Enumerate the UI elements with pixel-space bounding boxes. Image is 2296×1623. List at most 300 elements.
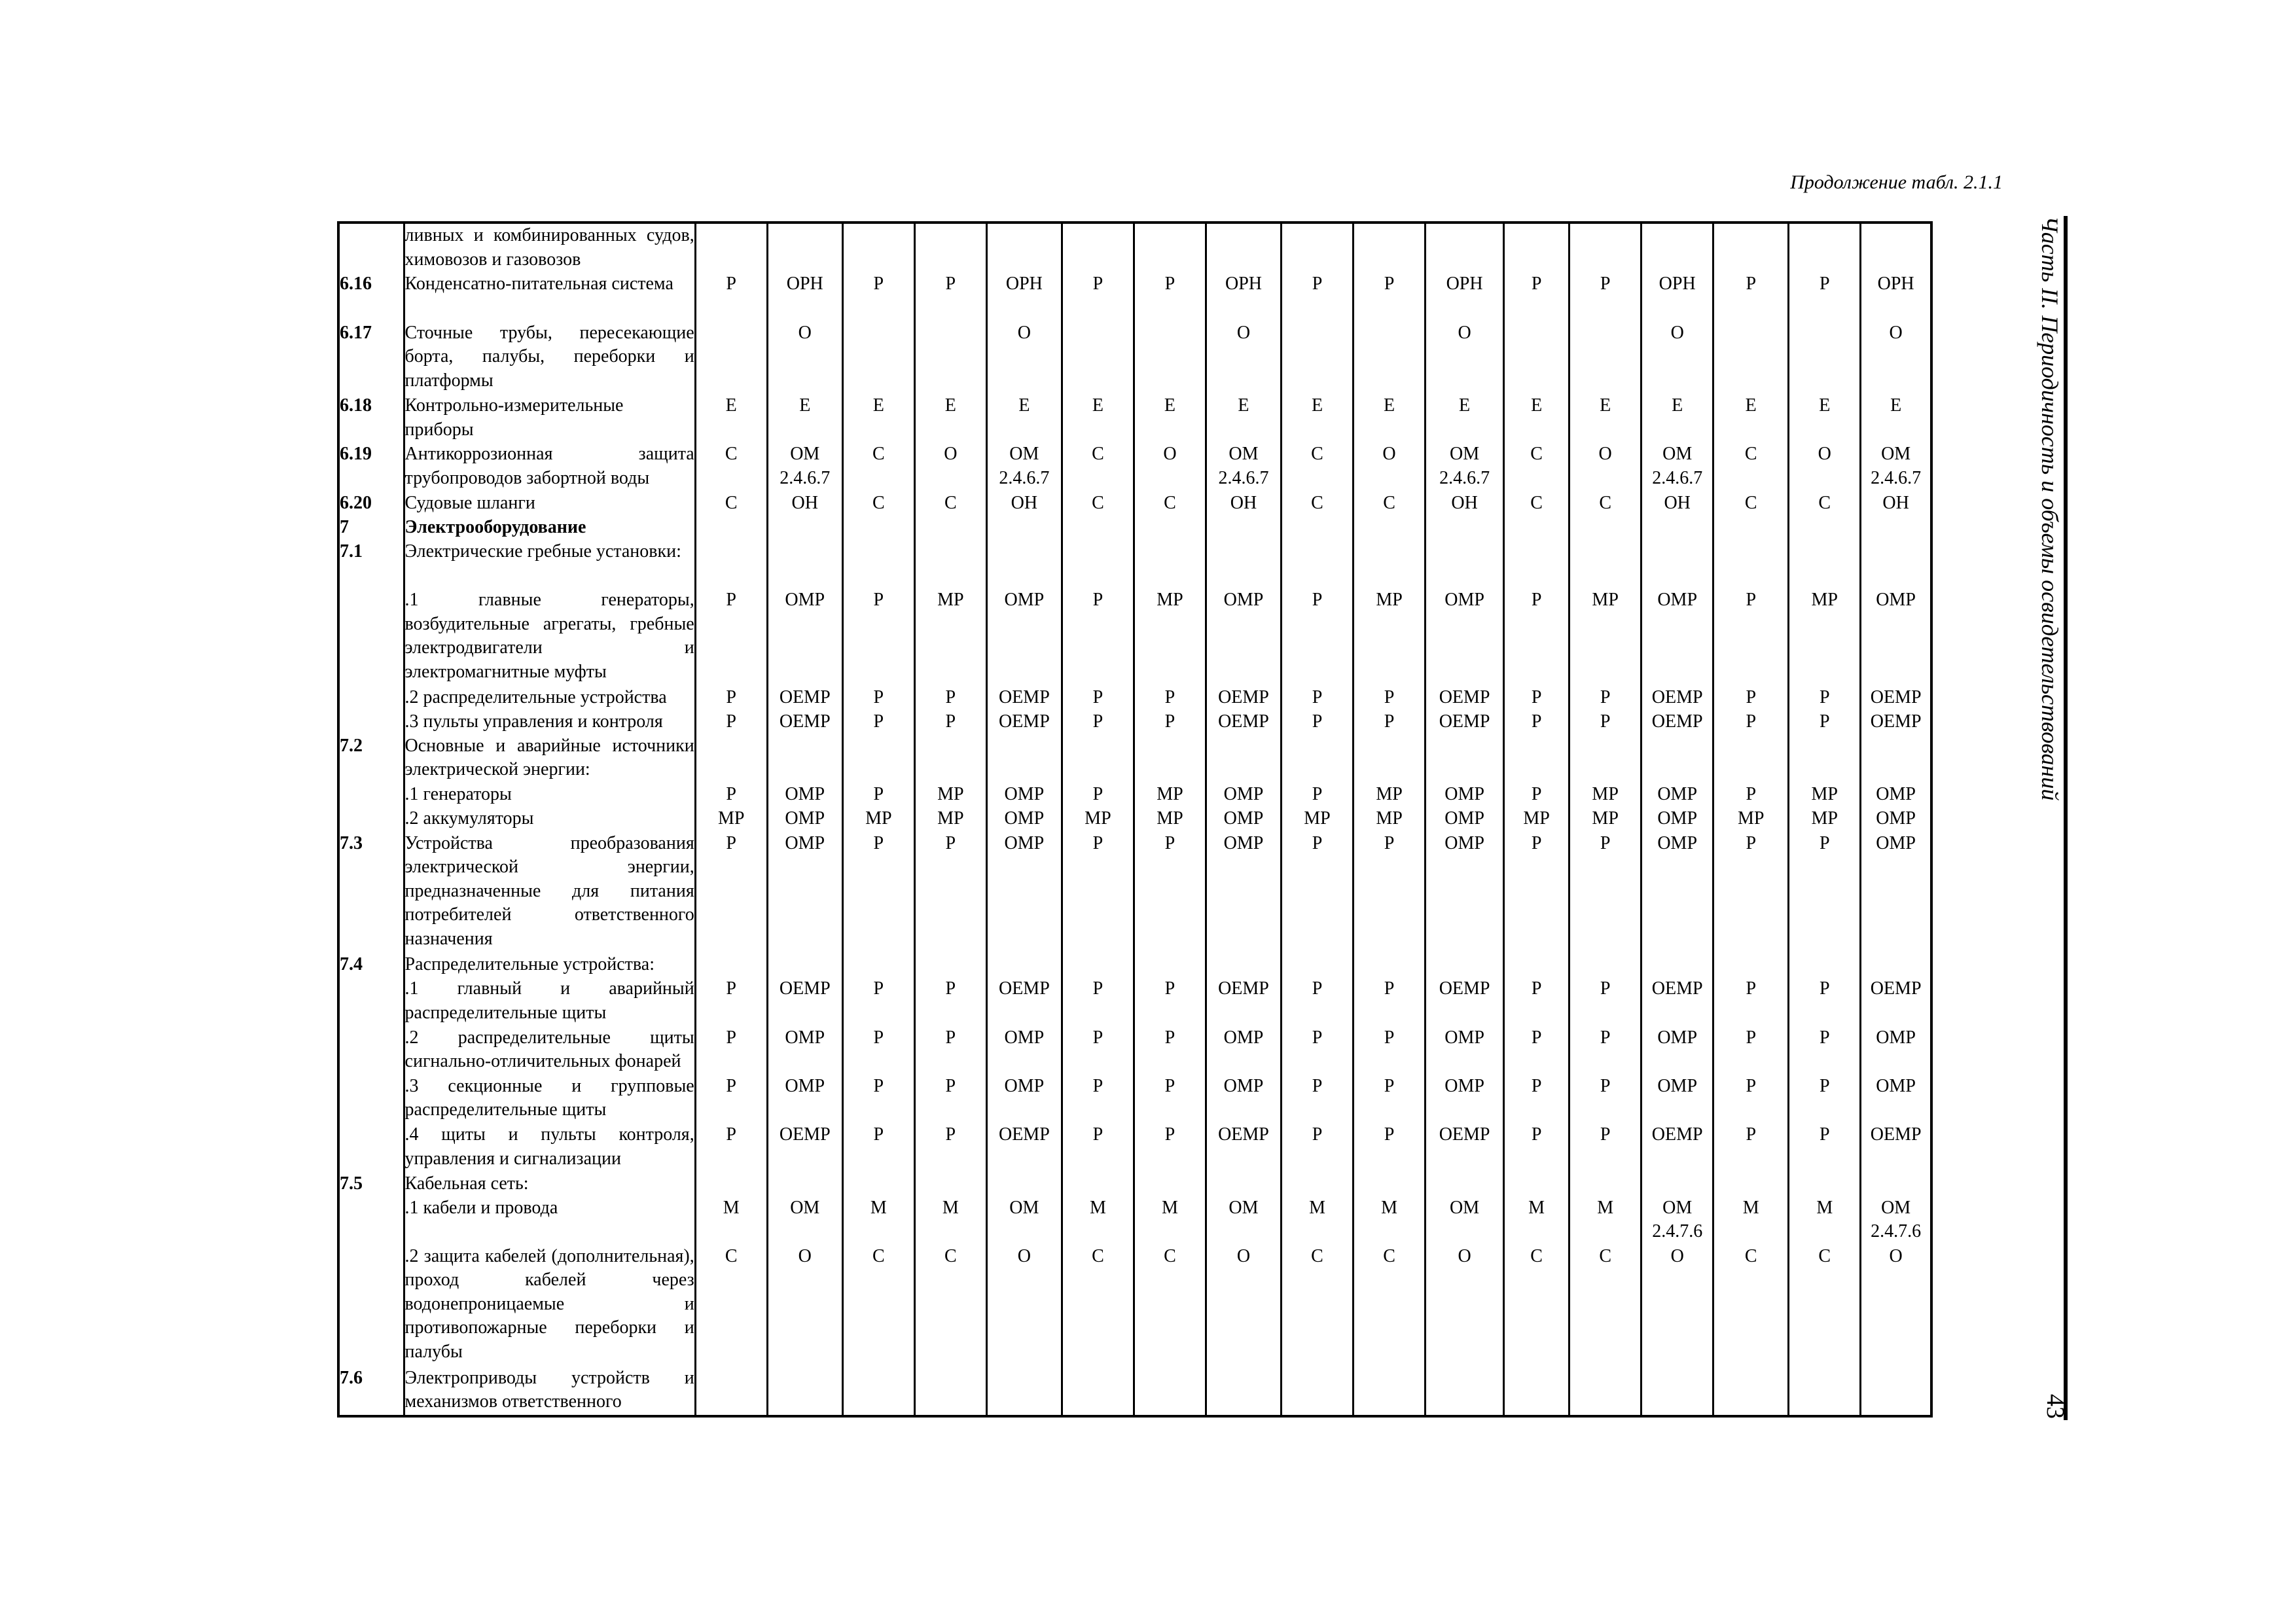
survey-code-cell [1861,953,1931,977]
survey-code-cell: Р [1504,1075,1570,1123]
survey-code-cell [1504,1366,1570,1416]
survey-code-cell: МР [1062,807,1134,831]
row-number [338,1075,404,1123]
survey-code-cell: ОРН [986,272,1062,321]
survey-code-cell [842,540,914,588]
survey-code-cell: Р [695,783,767,807]
survey-code-cell: Р [914,1123,986,1171]
survey-code-cell: ОМР [1641,807,1713,831]
survey-code-cell [1504,1172,1570,1196]
survey-code-cell: Р [842,686,914,710]
survey-code-cell [1713,540,1789,588]
survey-code-cell: ОМР [1641,783,1713,807]
row-description: .1 главный и аварийный распределительные щиты [404,977,695,1026]
survey-code-cell [1861,1366,1931,1416]
survey-code-cell: Е [1426,394,1504,442]
survey-code-cell: Р [914,977,986,1026]
survey-code-cell: Р [1570,272,1641,321]
survey-code-cell: ОМР [1206,807,1281,831]
survey-code-cell [1570,321,1641,394]
survey-code-cell: Р [1134,832,1206,954]
table-row [338,977,1931,1026]
survey-code-cell: ОМР [1426,1075,1504,1123]
survey-code-cell: ОЕМР [1426,1123,1504,1171]
survey-code-cell [1134,953,1206,977]
survey-code-cell: Р [1504,272,1570,321]
row-description: .3 секционные и групповые распределительные щиты [404,1075,695,1123]
row-description: ливных и комбинированных судов, химовозов и газовозов [404,223,695,272]
survey-code-cell: ОЕМР [1206,710,1281,734]
survey-code-cell: Р [1062,686,1134,710]
survey-table [337,221,1933,1418]
survey-code-cell: О [1861,321,1931,394]
survey-code-cell: Р [1504,977,1570,1026]
survey-code-cell: ОН [1641,491,1713,516]
survey-code-cell [1134,223,1206,272]
survey-code-cell: Е [914,394,986,442]
survey-code-cell: Р [695,1075,767,1123]
survey-code-cell: Р [1282,1075,1354,1123]
survey-code-cell: МР [1134,588,1206,686]
table-row [338,272,1931,321]
survey-code-cell [1354,953,1426,977]
survey-code-cell: Р [1789,710,1861,734]
survey-code-cell: ОРН [1641,272,1713,321]
survey-code-cell [695,734,767,783]
survey-code-cell: МР [1134,783,1206,807]
survey-code-cell [1062,1366,1134,1416]
survey-code-cell: С [1354,1245,1426,1366]
survey-code-cell: Р [695,832,767,954]
survey-code-cell [1570,953,1641,977]
survey-code-cell [1206,516,1281,540]
survey-code-cell [695,953,767,977]
survey-code-cell: Р [1713,1123,1789,1171]
survey-code-cell: О [1789,442,1861,491]
survey-code-cell [1713,1172,1789,1196]
survey-code-cell: ОЕМР [1861,710,1931,734]
row-number: 6.16 [338,272,404,321]
survey-code-cell: О [1354,442,1426,491]
survey-code-cell [1713,1366,1789,1416]
survey-code-cell: Р [695,1026,767,1075]
survey-code-cell: С [1282,1245,1354,1366]
survey-code-cell: ОН [767,491,842,516]
survey-code-cell [1713,321,1789,394]
survey-code-cell: С [842,491,914,516]
survey-code-cell [986,1366,1062,1416]
survey-code-cell: ОМР [1861,807,1931,831]
row-description: Электроприводы устройств и механизмов ответственного [404,1366,695,1416]
survey-code-cell [1789,953,1861,977]
survey-code-cell: ОМР [1861,783,1931,807]
survey-code-cell: ОМР [767,807,842,831]
survey-code-cell [842,953,914,977]
table-row [338,223,1931,272]
survey-code-cell: С [1504,491,1570,516]
survey-code-cell: Р [1713,686,1789,710]
survey-code-cell: М [1354,1196,1426,1245]
survey-code-cell: Р [1789,686,1861,710]
survey-code-cell [1641,953,1713,977]
survey-code-cell: Р [1354,1026,1426,1075]
survey-code-cell: Р [1062,710,1134,734]
survey-code-cell: Р [1713,272,1789,321]
row-description: Конденсатно-питательная система [404,272,695,321]
survey-code-cell: ОМР [986,1026,1062,1075]
survey-code-cell: МР [1570,783,1641,807]
survey-code-cell [1134,540,1206,588]
survey-code-cell: С [1570,1245,1641,1366]
survey-code-cell: ОЕМР [767,710,842,734]
survey-code-cell: ОН [1861,491,1931,516]
row-description: .2 распределительные устройства [404,686,695,710]
survey-code-cell: ОМ [986,1196,1062,1245]
survey-code-cell: Р [1282,977,1354,1026]
survey-code-cell [1713,953,1789,977]
survey-code-cell: Р [914,686,986,710]
survey-code-cell [1570,734,1641,783]
survey-code-cell: Р [1282,832,1354,954]
survey-code-cell [914,321,986,394]
table-row [338,1075,1931,1123]
survey-code-cell: ОРН [1206,272,1281,321]
row-number [338,686,404,710]
survey-code-cell: Р [914,1075,986,1123]
survey-code-cell [842,321,914,394]
survey-code-cell: Р [695,977,767,1026]
survey-code-cell: МР [1504,807,1570,831]
survey-code-cell [1641,1366,1713,1416]
survey-code-cell: Е [1713,394,1789,442]
table-row [338,807,1931,831]
survey-code-cell: МР [1134,807,1206,831]
survey-code-cell: Р [1134,1026,1206,1075]
survey-code-cell: ОЕМР [986,1123,1062,1171]
survey-code-cell: ОМР [767,1075,842,1123]
table-row [338,832,1931,954]
survey-code-cell: ОЕМР [986,710,1062,734]
row-description: Электрические гребные установки: [404,540,695,588]
table-row [338,734,1931,783]
survey-code-cell [695,540,767,588]
survey-code-cell: ОЕМР [1206,1123,1281,1171]
survey-code-cell [1570,516,1641,540]
survey-code-cell: ОМ 2.4.6.7 [1426,442,1504,491]
survey-code-cell: ОМР [1206,783,1281,807]
survey-code-cell: ОЕМР [1861,686,1931,710]
survey-code-cell [1861,1172,1931,1196]
survey-code-cell: Р [842,1026,914,1075]
survey-code-cell: ОЕМР [986,686,1062,710]
survey-code-cell: О [1641,1245,1713,1366]
survey-code-cell: Р [1789,1123,1861,1171]
survey-code-cell: Р [1789,977,1861,1026]
survey-code-cell [914,223,986,272]
table-row [338,710,1931,734]
survey-code-cell: ОЕМР [1641,686,1713,710]
survey-code-cell: ОН [1206,491,1281,516]
survey-code-cell: Р [1282,272,1354,321]
survey-code-cell: С [914,491,986,516]
row-description: Основные и аварийные источники электрической энергии: [404,734,695,783]
survey-code-cell: Р [1504,1026,1570,1075]
survey-code-cell: М [1062,1196,1134,1245]
row-description: Кабельная сеть: [404,1172,695,1196]
survey-code-cell [1504,953,1570,977]
survey-code-cell: Р [695,588,767,686]
survey-code-cell: ОМ 2.4.6.7 [1206,442,1281,491]
survey-code-cell [1713,516,1789,540]
row-description: .2 распределительные щиты сигнально-отличительных фонарей [404,1026,695,1075]
survey-code-cell [695,223,767,272]
survey-code-cell: МР [914,807,986,831]
survey-code-cell [1713,223,1789,272]
survey-code-cell: С [1062,491,1134,516]
survey-code-cell: С [695,1245,767,1366]
survey-code-cell: Е [1789,394,1861,442]
survey-code-cell: С [1789,491,1861,516]
survey-code-cell: Р [1789,1026,1861,1075]
survey-code-cell [1426,734,1504,783]
survey-code-cell [1134,734,1206,783]
table-row [338,1196,1931,1245]
survey-code-cell: О [1206,1245,1281,1366]
table-row [338,321,1931,394]
row-description: Устройства преобразования электрической энергии, предназначенные для питания потребителей ответственного назначения [404,832,695,954]
survey-code-cell [1504,321,1570,394]
survey-code-cell: МР [1354,783,1426,807]
survey-code-cell: ОРН [1426,272,1504,321]
survey-code-cell [1426,1366,1504,1416]
survey-code-cell [1861,223,1931,272]
survey-code-cell [767,223,842,272]
row-number [338,807,404,831]
survey-code-cell [1861,540,1931,588]
survey-code-cell: Р [1282,686,1354,710]
survey-code-cell [914,1366,986,1416]
survey-code-cell [914,1172,986,1196]
survey-code-cell: Р [1354,272,1426,321]
survey-code-cell [1504,223,1570,272]
survey-code-cell: С [914,1245,986,1366]
survey-code-cell: ОМР [1641,1026,1713,1075]
survey-code-cell: ОМ 2.4.6.7 [1641,442,1713,491]
survey-code-cell: Е [1134,394,1206,442]
survey-code-cell: МР [1789,783,1861,807]
row-number: 7 [338,516,404,540]
survey-code-cell [1282,734,1354,783]
row-number: 6.18 [338,394,404,442]
survey-code-cell [695,321,767,394]
survey-code-cell: ОЕМР [767,686,842,710]
survey-code-cell [1354,321,1426,394]
survey-code-cell: Р [1504,783,1570,807]
survey-code-cell: ОЕМР [1206,686,1281,710]
survey-code-cell: Е [767,394,842,442]
survey-code-cell [1282,321,1354,394]
survey-code-cell: М [1134,1196,1206,1245]
survey-code-cell: Р [1354,977,1426,1026]
survey-code-cell: ОМ 2.4.6.7 [767,442,842,491]
row-description: .2 защита кабелей (дополнительная), проход кабелей через водонепроницаемые и противопожарные переборки и палубы [404,1245,695,1366]
survey-code-cell: С [1570,491,1641,516]
survey-code-cell: ОЕМР [1206,977,1281,1026]
survey-code-cell: С [842,442,914,491]
survey-code-cell: Р [695,1123,767,1171]
survey-code-cell: О [1134,442,1206,491]
survey-code-cell: Р [1504,1123,1570,1171]
table-row [338,442,1931,491]
row-description: Электрооборудование [404,516,695,540]
survey-code-cell: Р [1713,1026,1789,1075]
survey-code-cell: Е [1641,394,1713,442]
survey-code-cell [1134,516,1206,540]
survey-code-cell [1062,540,1134,588]
survey-code-cell [1504,540,1570,588]
survey-code-cell: М [914,1196,986,1245]
survey-code-cell: Р [842,1123,914,1171]
survey-code-cell: Р [1062,832,1134,954]
survey-code-cell: М [1713,1196,1789,1245]
survey-code-cell: ОЕМР [1426,977,1504,1026]
survey-code-cell [842,1366,914,1416]
survey-code-cell: Р [842,272,914,321]
survey-code-cell: С [1789,1245,1861,1366]
survey-code-cell: Р [695,710,767,734]
survey-code-cell [1789,321,1861,394]
survey-code-cell: Р [1354,1075,1426,1123]
survey-code-cell: Р [842,588,914,686]
survey-code-cell: Р [1282,1123,1354,1171]
row-description: .3 пульты управления и контроля [404,710,695,734]
survey-code-cell: Р [1713,1075,1789,1123]
survey-code-cell: ОЕМР [767,1123,842,1171]
survey-code-cell: С [1062,1245,1134,1366]
survey-code-cell [767,516,842,540]
survey-code-cell: ОЕМР [1641,710,1713,734]
survey-code-cell [1062,516,1134,540]
survey-code-cell: Е [1062,394,1134,442]
survey-code-cell: Р [1504,710,1570,734]
survey-code-cell: ОМР [1861,832,1931,954]
survey-code-cell [1282,1366,1354,1416]
survey-code-cell: ОМР [1641,588,1713,686]
survey-code-cell: Р [1504,686,1570,710]
survey-code-cell [1062,223,1134,272]
survey-code-cell [986,1172,1062,1196]
survey-code-cell: ОЕМР [1426,686,1504,710]
survey-code-cell: М [1789,1196,1861,1245]
survey-code-cell: ОМР [986,1075,1062,1123]
survey-code-cell [767,1172,842,1196]
survey-code-cell: ОМР [1206,832,1281,954]
survey-code-cell: Р [1062,1026,1134,1075]
survey-code-cell: Р [1713,783,1789,807]
row-number: 7.4 [338,953,404,977]
survey-code-cell [1206,223,1281,272]
row-description: Контрольно-измерительные приборы [404,394,695,442]
survey-code-cell [767,1366,842,1416]
survey-code-cell: Р [1282,783,1354,807]
survey-code-cell: С [1062,442,1134,491]
table-row [338,516,1931,540]
survey-code-cell: ОМ [1206,1196,1281,1245]
table-row [338,394,1931,442]
table-row [338,1026,1931,1075]
survey-code-cell: М [695,1196,767,1245]
survey-code-cell: Р [1570,686,1641,710]
survey-code-cell: ОН [1426,491,1504,516]
survey-code-cell [1134,1172,1206,1196]
survey-code-cell [1062,953,1134,977]
survey-code-cell: ОМР [1861,588,1931,686]
survey-code-cell: Е [1861,394,1931,442]
survey-code-cell [1282,223,1354,272]
survey-code-cell [1641,734,1713,783]
row-number [338,783,404,807]
survey-code-cell: Р [1570,977,1641,1026]
row-number: 7.2 [338,734,404,783]
table-row [338,1245,1931,1366]
survey-code-cell [842,223,914,272]
survey-code-cell: МР [842,807,914,831]
survey-code-cell: ОЕМР [986,977,1062,1026]
survey-code-cell: О [1641,321,1713,394]
survey-code-cell [1570,1366,1641,1416]
survey-code-cell: ОМР [986,832,1062,954]
survey-code-cell: Р [842,1075,914,1123]
survey-code-cell [1789,540,1861,588]
survey-code-cell: ОМР [767,1026,842,1075]
row-description: Судовые шланги [404,491,695,516]
survey-code-cell: ОН [986,491,1062,516]
survey-code-cell [1789,1366,1861,1416]
survey-code-cell: ОМР [1641,1075,1713,1123]
survey-code-cell: ОМР [1861,1075,1931,1123]
survey-code-cell: Р [1134,686,1206,710]
survey-code-cell: ОМ [1426,1196,1504,1245]
survey-code-cell [1354,1172,1426,1196]
page-number: 43 [2041,1394,2069,1419]
table-row [338,491,1931,516]
row-number [338,710,404,734]
survey-code-cell: МР [1354,807,1426,831]
survey-code-cell [1354,223,1426,272]
survey-code-cell: Р [1062,977,1134,1026]
survey-code-cell: ОЕМР [1641,977,1713,1026]
survey-code-cell: О [986,1245,1062,1366]
row-description: Сточные трубы, пересекающие борта, палубы, переборки и платформы [404,321,695,394]
row-number [338,977,404,1026]
survey-code-cell: С [1354,491,1426,516]
survey-code-cell [1641,540,1713,588]
survey-code-cell: Р [1062,1075,1134,1123]
row-number: 6.20 [338,491,404,516]
survey-code-cell: МР [1354,588,1426,686]
survey-code-cell: МР [1789,807,1861,831]
survey-code-cell [914,953,986,977]
survey-code-cell [767,540,842,588]
survey-code-cell: Р [1789,832,1861,954]
survey-code-cell: Р [1134,710,1206,734]
survey-code-cell: О [914,442,986,491]
survey-code-cell: С [1713,442,1789,491]
survey-code-cell [1282,540,1354,588]
survey-code-cell: Р [1713,588,1789,686]
survey-code-cell: Р [914,272,986,321]
survey-code-cell [1134,321,1206,394]
